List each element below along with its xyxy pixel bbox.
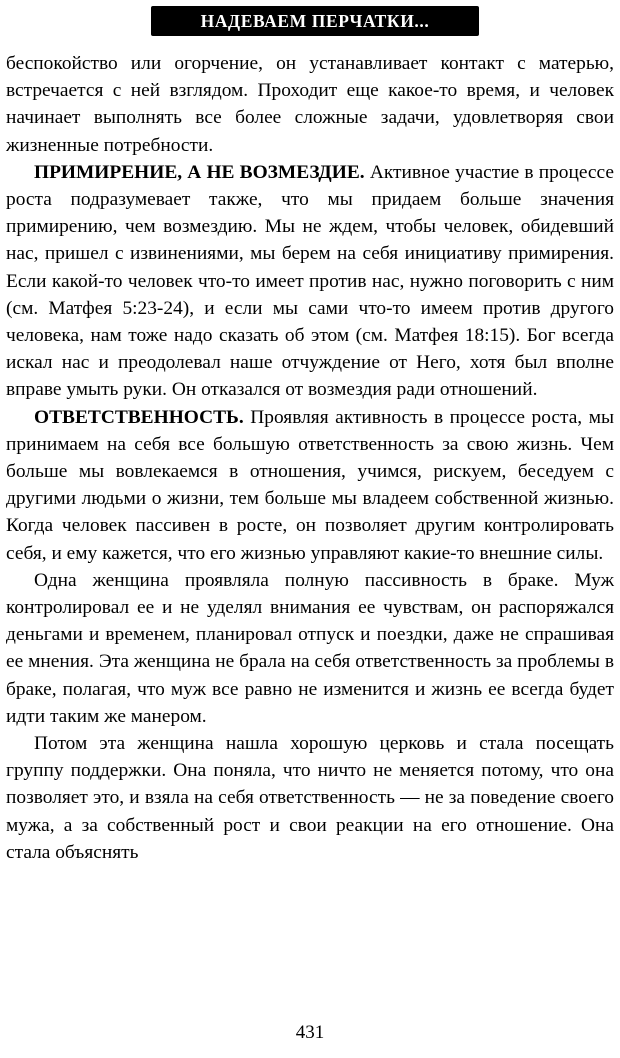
paragraph-text: Активное участие в процессе роста подразумевает также, что мы придаем больше значения примирению, чем возмездию. Мы не ждем, чтобы человек, обидевший нас, пришел с извинениями, мы берем на себя инициативу примирения. Если какой-то человек что-то имеет против нас, нужно поговорить с ним (см. Матфея 5:23-24), и если мы сами что-то имеем против другого человека, нам тоже надо сказать об этом (см. Матфея 18:15). Бог всегда искал нас и преодолевал наше отчуждение от Него, хотя был вполне вправе умыть руки. Он отказался от возмездия ради отношений. xyxy=(6,161,614,401)
running-head-title: НАДЕВАЕМ ПЕРЧАТКИ... xyxy=(200,11,430,31)
paragraph-lead: ПРИМИРЕНИЕ, А НЕ ВОЗМЕЗДИЕ. xyxy=(34,161,365,183)
paragraph xyxy=(6,567,614,730)
paragraph-text: Одна женщина проявляла полную пассивность в браке. Муж контролировал ее и не уделял внимания ее чувствам, он распоряжался деньгами и временем, планировал отпуск и поездки, даже не спрашивая ее мнения. Эта женщина не брала на себя ответственность за проблемы в браке, полагая, что муж все равно не изменится и жизнь ее всегда будет идти таким же манером. xyxy=(6,569,614,727)
paragraph xyxy=(6,730,614,866)
paragraph-lead: ОТВЕТСТВЕННОСТЬ. xyxy=(34,406,244,428)
paragraph xyxy=(6,50,614,159)
paragraph-text: Проявляя активность в процессе роста, мы принимаем на себя все большую ответственность за свою жизнь. Чем больше мы вовлекаемся в отношения, учимся, рискуем, беседуем с другими людьми о жизни, тем больше мы владеем собственной жизнью. Когда человек пассивен в росте, он позволяет другим контролировать себя, и ему кажется, что его жизнью управляют какие-то внешние силы. xyxy=(6,406,614,564)
paragraph xyxy=(6,404,614,567)
paragraph-text: беспокойство или огорчение, он устанавливает контакт с матерью, встречается с ней взглядом. Проходит еще какое-то время, и человек начинает выполнять все более сложные задачи, удовлетворяя свои жизненные потребности. xyxy=(6,53,614,156)
page-number: 431 xyxy=(295,1022,325,1043)
paragraph-text: Потом эта женщина нашла хорошую церковь и стала посещать группу поддержки. Она поняла, что ничто не меняется потому, что она позволяет это, и взяла на себя ответственность — не за поведение своего мужа, а за собственный рост и свои реакции на его отношение. Она стала объяснять xyxy=(6,733,614,863)
paragraph xyxy=(6,159,614,404)
body-text xyxy=(6,50,614,866)
